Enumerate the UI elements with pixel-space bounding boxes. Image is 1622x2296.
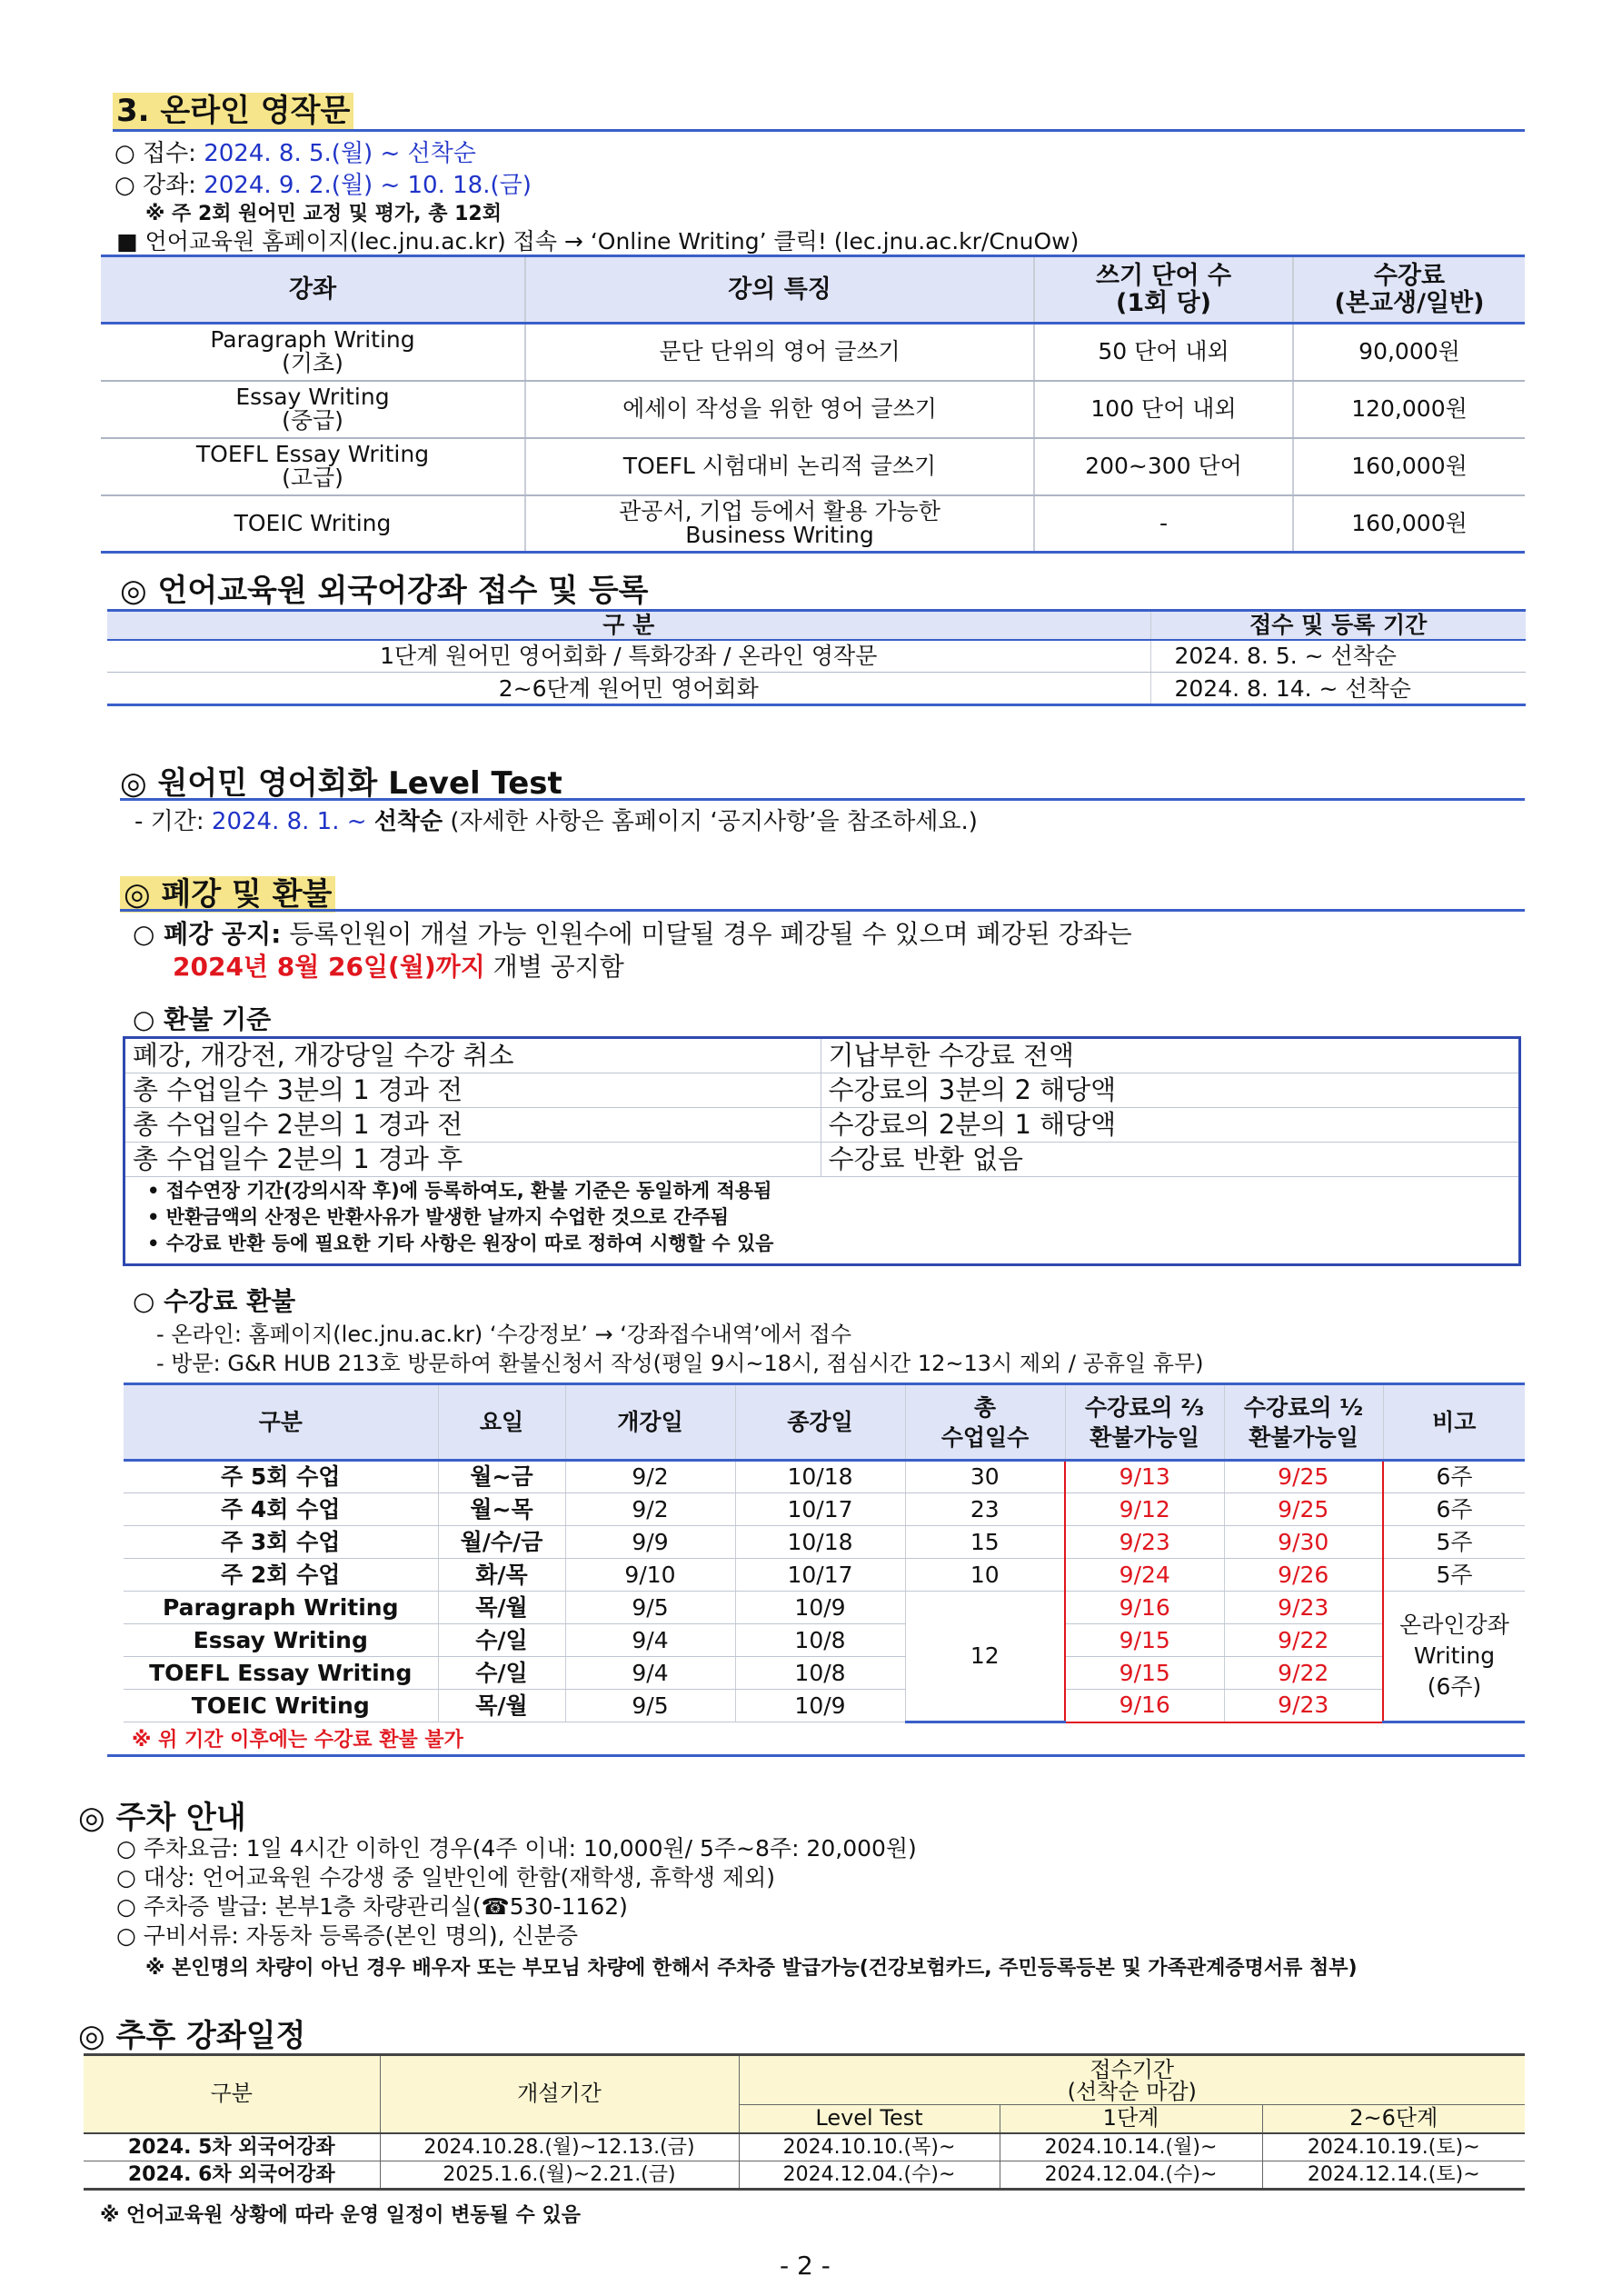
sched-half: 9/26 [1224,1559,1383,1592]
course-words: - [1034,495,1293,553]
sched-days: 화/목 [438,1559,565,1592]
list-item: • 수강료 반환 등에 필요한 기타 사항은 원장이 따로 정하여 시행할 수 있음 [147,1233,774,1254]
table-row [101,381,1525,438]
level-test-title: ◎ 원어민 영어회화 Level Test [120,765,562,802]
course-period: ○ 강좌: 2024. 9. 2.(월) ~ 10. 18.(금) [114,172,532,199]
header-word-count: 쓰기 단어 수 (1회 당) [1034,256,1293,324]
list-item: • 접수연장 기간(강의시작 후)에 등록하여도, 환불 기준은 동일하게 적용됨 [147,1180,772,1202]
future-open: 2025.1.6.(월)~2.21.(금) [380,2161,739,2190]
registration-table [107,609,1526,706]
closure-notice: ○ 폐강 공지: 등록인원이 개설 가능 인원수에 미달될 경우 폐강될 수 있으며 폐강된 강좌는 [133,919,1132,949]
future-category: 2024. 5차 외국어강좌 [84,2133,380,2161]
table-row [124,1559,1525,1592]
sched-end: 10/18 [735,1526,905,1559]
closure-notice-date: 2024년 8월 26일(월)까지 개별 공지함 [173,952,624,982]
future-stage1: 2024.10.14.(월)~ [1000,2133,1262,2161]
reg-period: 2024. 8. 5. ~ 선착순 [1150,640,1526,673]
reg-category: 2~6단계 원어민 영어회화 [107,673,1150,705]
header-period: 접수 및 등록 기간 [1150,611,1526,640]
sched-half: 9/25 [1224,1461,1383,1493]
page-number: - 2 - [780,2251,831,2281]
sched-start: 9/2 [565,1493,735,1526]
sched-total: 10 [905,1559,1065,1592]
course-fee: 90,000원 [1293,324,1525,381]
sched-two-thirds: 9/16 [1065,1592,1224,1624]
sched-end: 10/8 [735,1657,905,1690]
sched-start: 9/4 [565,1624,735,1657]
header-half: 수강료의 ½ 환불가능일 [1224,1384,1383,1461]
course-feature: 문단 단위의 영어 글쓰기 [525,324,1034,381]
table-row [101,324,1525,381]
course-feature: 에세이 작성을 위한 영어 글쓰기 [525,381,1034,438]
future-stage1: 2024.12.04.(수)~ [1000,2161,1262,2190]
list-item: ○ 구비서류: 자동차 등록증(본인 명의), 신분증 [116,1922,578,1949]
header-course: 강좌 [101,256,525,324]
future-stage2-6: 2024.12.14.(토)~ [1262,2161,1525,2190]
header-start: 개강일 [565,1384,735,1461]
course-words: 50 단어 내외 [1034,324,1293,381]
sched-two-thirds: 9/15 [1065,1657,1224,1690]
header-apply-period: 접수기간 (선착순 마감) [739,2055,1525,2105]
sched-category: 주 4회 수업 [124,1493,438,1526]
sched-start: 9/10 [565,1559,735,1592]
criteria-refund: 수강료 반환 없음 [821,1142,1518,1176]
divider [120,909,1525,912]
course-feature: 관공서, 기업 등에서 활용 가능한 Business Writing [525,495,1034,553]
level-test-period: - 기간: 2024. 8. 1. ~ 선착순 (자세한 사항은 홈페이지 ‘공지사항’을 참조하세요.) [134,808,978,835]
table-row [124,1690,1525,1722]
header-two-thirds: 수강료의 ⅔ 환불가능일 [1065,1384,1224,1461]
table-row [125,1073,1518,1107]
sched-days: 월~목 [438,1493,565,1526]
criteria-refund: 기납부한 수강료 전액 [821,1039,1518,1073]
course-name: TOEIC Writing [101,495,525,553]
refund-title: ◎ 폐강 및 환불 [120,869,335,913]
divider [107,1754,1525,1757]
header-remark: 비고 [1383,1384,1525,1461]
sched-two-thirds: 9/13 [1065,1461,1224,1493]
course-words: 200~300 단어 [1034,438,1293,495]
course-name: Essay Writing (중급) [101,381,525,438]
table-row [101,438,1525,495]
sched-half: 9/30 [1224,1526,1383,1559]
list-item: ○ 주차증 발급: 본부1층 차량관리실(☎530-1162) [116,1893,628,1920]
registration-title: ◎ 언어교육원 외국어강좌 접수 및 등록 [120,573,649,609]
sched-end: 10/17 [735,1559,905,1592]
future-note: ※ 언어교육원 상황에 따라 운영 일정이 변동될 수 있음 [100,2204,581,2227]
sched-start: 9/9 [565,1526,735,1559]
course-fee: 160,000원 [1293,495,1525,553]
section3-title: 3. 온라인 영작문 [113,85,353,130]
sched-half: 9/25 [1224,1493,1383,1526]
sched-remark: 6주 [1383,1493,1525,1526]
sched-half: 9/23 [1224,1690,1383,1722]
sched-remark: 6주 [1383,1461,1525,1493]
criteria-condition: 총 수업일수 3분의 1 경과 전 [125,1073,821,1107]
sched-days: 수/일 [438,1624,565,1657]
online-writing-table [101,255,1525,554]
future-open: 2024.10.28.(월)~12.13.(금) [380,2133,739,2161]
future-title: ◎ 추후 강좌일정 [78,2018,306,2054]
refund-criteria-title: ○ 환불 기준 [133,1004,272,1034]
course-fee: 160,000원 [1293,438,1525,495]
header-open-period: 개설기간 [380,2055,739,2133]
table-row [124,1624,1525,1657]
sched-remark-online: 온라인강좌 Writing (6주) [1383,1592,1525,1722]
table-row [124,1493,1525,1526]
header-total-days: 총 수업일수 [905,1384,1065,1461]
sched-category: TOEIC Writing [124,1690,438,1722]
sched-category: 주 2회 수업 [124,1559,438,1592]
course-words: 100 단어 내외 [1034,381,1293,438]
sched-two-thirds: 9/16 [1065,1690,1224,1722]
course-fee: 120,000원 [1293,381,1525,438]
header-end: 종강일 [735,1384,905,1461]
sched-start: 9/4 [565,1657,735,1690]
sched-days: 월~금 [438,1461,565,1493]
refund-footnote: ※ 위 기간 이후에는 수강료 환불 불가 [132,1729,463,1752]
sched-days: 월/수/금 [438,1526,565,1559]
sched-total: 15 [905,1526,1065,1559]
table-row [84,2161,1525,2190]
sched-two-thirds: 9/24 [1065,1559,1224,1592]
reg-category: 1단계 원어민 영어회화 / 특화강좌 / 온라인 영작문 [107,640,1150,673]
table-row [124,1592,1525,1624]
sched-end: 10/18 [735,1461,905,1493]
sched-start: 9/2 [565,1461,735,1493]
future-level-test: 2024.12.04.(수)~ [739,2161,1000,2190]
table-row [107,673,1526,705]
future-category: 2024. 6차 외국어강좌 [84,2161,380,2190]
parking-list [116,1834,917,1951]
course-name: TOEFL Essay Writing (고급) [101,438,525,495]
header-stage1: 1단계 [1000,2105,1262,2133]
refund-schedule-table [124,1383,1525,1723]
sched-category: Essay Writing [124,1624,438,1657]
sched-total: 12 [905,1592,1065,1722]
table-row [124,1657,1525,1690]
sched-remark: 5주 [1383,1559,1525,1592]
correction-note: ※ 주 2회 원어민 교정 및 평가, 총 12회 [145,203,502,225]
future-level-test: 2024.10.10.(목)~ [739,2133,1000,2161]
sched-end: 10/9 [735,1690,905,1722]
criteria-notes [147,1178,773,1257]
list-item: ○ 주차요금: 1일 4시간 이하인 경우(4주 이내: 10,000원/ 5주~8주: 20,000원) [116,1835,917,1862]
header-days: 요일 [438,1384,565,1461]
reg-period: 2024. 8. 14. ~ 선착순 [1150,673,1526,705]
refund-criteria-box [123,1036,1521,1266]
header-feature: 강의 특징 [525,256,1034,324]
criteria-condition: 총 수업일수 2분의 1 경과 전 [125,1107,821,1142]
list-item: • 반환금액의 산정은 반환사유가 발생한 날까지 수업한 것으로 간주됨 [147,1206,729,1228]
header-category: 구분 [124,1384,438,1461]
table-row [124,1526,1525,1559]
sched-days: 목/월 [438,1690,565,1722]
course-feature: TOEFL 시험대비 논리적 글쓰기 [525,438,1034,495]
course-name: Paragraph Writing (기초) [101,324,525,381]
sched-category: 주 5회 수업 [124,1461,438,1493]
sched-two-thirds: 9/23 [1065,1526,1224,1559]
sched-end: 10/9 [735,1592,905,1624]
parking-title: ◎ 주차 안내 [78,1800,246,1836]
table-row [125,1142,1518,1176]
table-row [107,640,1526,673]
sched-total: 23 [905,1493,1065,1526]
table-row [125,1039,1518,1073]
sched-end: 10/17 [735,1493,905,1526]
sched-end: 10/8 [735,1624,905,1657]
criteria-condition: 총 수업일수 2분의 1 경과 후 [125,1142,821,1176]
header-category: 구분 [84,2055,380,2133]
sched-two-thirds: 9/15 [1065,1624,1224,1657]
header-fee: 수강료 (본교생/일반) [1293,256,1525,324]
table-row [101,495,1525,553]
parking-note: ※ 본인명의 차량이 아닌 경우 배우자 또는 부모님 차량에 한해서 주차증 발급가능(건강보험카드, 주민등록등본 및 가족관계증명서류 첨부) [145,1957,1358,1980]
sched-days: 목/월 [438,1592,565,1624]
sched-two-thirds: 9/12 [1065,1493,1224,1526]
fee-refund-visit: - 방문: G&R HUB 213호 방문하여 환불신청서 작성(평일 9시~18시, 점심시간 12~13시 제외 / 공휴일 휴무) [156,1351,1204,1376]
sched-category: Paragraph Writing [124,1592,438,1624]
header-category: 구 분 [107,611,1150,640]
divider [120,798,1525,801]
sched-start: 9/5 [565,1592,735,1624]
divider [113,129,1525,132]
fee-refund-title: ○ 수강료 환불 [133,1286,296,1316]
table-row [84,2133,1525,2161]
sched-remark: 5주 [1383,1526,1525,1559]
future-stage2-6: 2024.10.19.(토)~ [1262,2133,1525,2161]
sched-days: 수/일 [438,1657,565,1690]
table-row [125,1107,1518,1142]
header-stage2-6: 2~6단계 [1262,2105,1525,2133]
criteria-condition: 폐강, 개강전, 개강당일 수강 취소 [125,1039,821,1073]
sched-half: 9/22 [1224,1657,1383,1690]
homepage-link-note[interactable]: ■ 언어교육원 홈페이지(lec.jnu.ac.kr) 접속 → ‘Online Writing’ 클릭! (lec.jnu.ac.kr/CnuOw) [116,228,1080,255]
header-level-test: Level Test [739,2105,1000,2133]
future-schedule-table [84,2053,1525,2191]
sched-category: 주 3회 수업 [124,1526,438,1559]
criteria-refund: 수강료의 2분의 1 해당액 [821,1107,1518,1142]
fee-refund-online: - 온라인: 홈페이지(lec.jnu.ac.kr) ‘수강정보’ → ‘강좌접수내역’에서 접수 [156,1322,852,1347]
apply-period: ○ 접수: 2024. 8. 5.(월) ~ 선착순 [114,140,476,167]
sched-half: 9/22 [1224,1624,1383,1657]
list-item: ○ 대상: 언어교육원 수강생 중 일반인에 한함(재학생, 휴학생 제외) [116,1864,776,1891]
sched-start: 9/5 [565,1690,735,1722]
sched-total: 30 [905,1461,1065,1493]
refund-criteria-table [125,1039,1518,1177]
sched-category: TOEFL Essay Writing [124,1657,438,1690]
criteria-refund: 수강료의 3분의 2 해당액 [821,1073,1518,1107]
sched-half: 9/23 [1224,1592,1383,1624]
table-row [124,1461,1525,1493]
